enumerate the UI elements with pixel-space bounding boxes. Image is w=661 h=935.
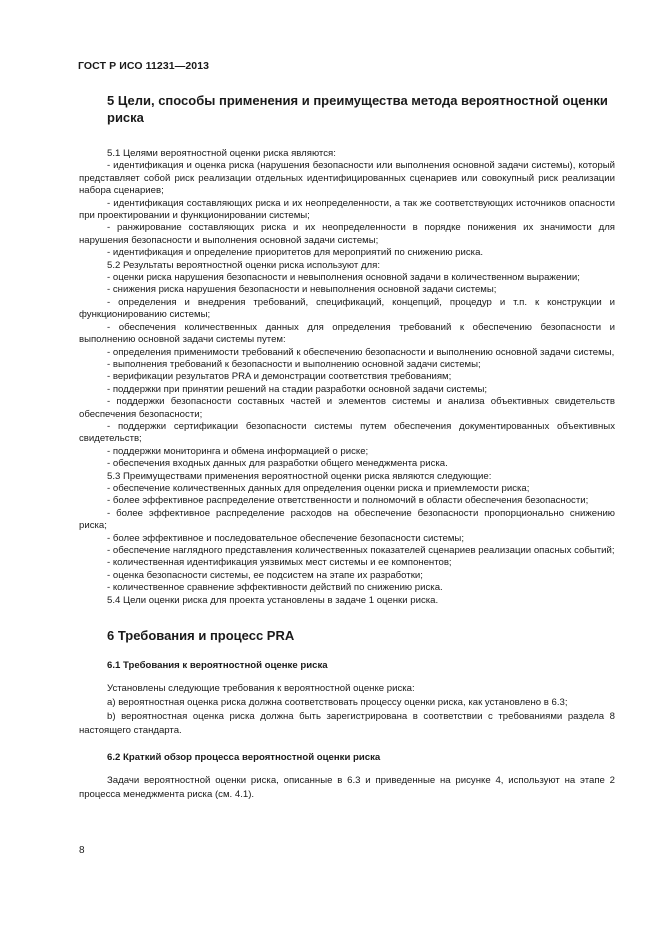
paragraph: - оценки риска нарушения безопасности и невыполнения основной задачи в количественном выражении;	[107, 272, 580, 284]
paragraph: - количественное сравнение эффективности действий по снижению риска.	[107, 582, 443, 594]
paragraph: - поддержки мониторинга и обмена информацией о риске;	[107, 445, 369, 457]
paragraph: - обеспечения входных данных для разработки общего менеджмента риска.	[107, 458, 448, 470]
section-5-title: 5 Цели, способы применения и преимущества метода вероятностной оценки риска	[107, 93, 608, 125]
paragraph: - поддержки сертификации безопасности системы путем обеспечения документированных объективных свидетельств;	[79, 420, 615, 445]
paragraph: - идентификация и определение приоритетов для мероприятий по снижению риска.	[107, 247, 484, 259]
subsection-6-2-title: 6.2 Краткий обзор процесса вероятностной оценки риска	[107, 752, 381, 764]
paragraph: 5.2 Результаты вероятностной оценки риска используют для:	[107, 259, 380, 271]
page-content	[79, 92, 615, 802]
paragraph: - оценка безопасности системы, ее подсистем на этапе их разработки;	[107, 569, 423, 581]
paragraph: - более эффективное и последовательное обеспечение безопасности системы;	[107, 532, 464, 544]
paragraph: Задачи вероятностной оценки риска, описанные в 6.3 и приведенные на рисунке 4, используют на этапе 2 процесса менеджмента риска (см. 4.1).	[79, 775, 615, 801]
paragraph: - определения применимости требований к обеспечению безопасности и выполнению основной задачи системы,	[107, 346, 615, 358]
standard-header: ГОСТ Р ИСО 11231—2013	[78, 60, 210, 72]
page-number: 8	[79, 845, 85, 856]
paragraph: - ранжирование составляющих риска и их неопределенности в порядке понижения их значимости для нарушения безопасности и выполнения основной задачи системы;	[79, 222, 615, 246]
paragraph: - обеспечение наглядного представления количественных показателей сценариев реализации опасных событий;	[107, 545, 615, 556]
paragraph: - более эффективное распределение ответственности и полномочий в области обеспечения безопасности;	[107, 495, 589, 507]
paragraph: - количественная идентификация уязвимых мест системы и ее компонентов;	[107, 557, 452, 569]
paragraph: - обеспечения количественных данных для определения требований к обеспечению безопасности и выполнению основной задачи системы путем:	[79, 321, 615, 346]
paragraph: - идентификация составляющих риска и их неопределенности, а так же соответствующих источников опасности при проектировании и функционировании системы;	[79, 197, 615, 222]
subsection-6-1-title: 6.1 Требования к вероятностной оценке риска	[107, 660, 328, 672]
paragraph: - обеспечение количественных данных для определения оценки риска и приемлемости риска;	[107, 482, 530, 494]
paragraph: - выполнения требований к безопасности и выполнению основной задачи системы;	[107, 358, 481, 370]
paragraph: - снижения риска нарушения безопасности и невыполнения основной задачи системы;	[107, 284, 497, 296]
paragraph: - определения и внедрения требований, спецификаций, концепций, процедур и т.п. к конструкции и функционированию системы;	[79, 296, 615, 321]
paragraph: b) вероятностная оценка риска должна быть зарегистрирована в соответствии с требованиями раздела 8 настоящего стандарта.	[79, 711, 615, 737]
paragraph: - идентификация и оценка риска (нарушения безопасности или выполнения основной задачи системы), который представляет собой риск реализации отдельных идентифицированных сценариев или совокупный риск реализации набора сценариев;	[79, 160, 615, 197]
paragraph: а) вероятностная оценка риска должна соответствовать процессу оценки риска, как установлено в 6.3;	[107, 697, 568, 709]
paragraph: Установлены следующие требования к вероятностной оценке риска:	[107, 683, 415, 695]
paragraph: - поддержки при принятии решений на стадии разработки основной задачи системы;	[107, 383, 488, 395]
paragraph: 5.3 Преимуществами применения вероятностной оценки риска являются следующие:	[107, 470, 492, 482]
paragraph: - поддержки безопасности составных частей и элементов системы и анализа объективных свидетельств обеспечения безопасности;	[79, 396, 615, 420]
paragraph: - более эффективное распределение расходов на обеспечение безопасности пропорционально снижению риска;	[79, 507, 615, 532]
paragraph: 5.4 Цели оценки риска для проекта установлены в задаче 1 оценки риска.	[107, 594, 439, 606]
section-6-title: 6 Требования и процесс PRA	[107, 628, 295, 644]
paragraph: 5.1 Целями вероятностной оценки риска являются:	[107, 148, 336, 159]
paragraph: - верификации результатов PRA и демонстрации соответствия требованиям;	[107, 371, 452, 383]
